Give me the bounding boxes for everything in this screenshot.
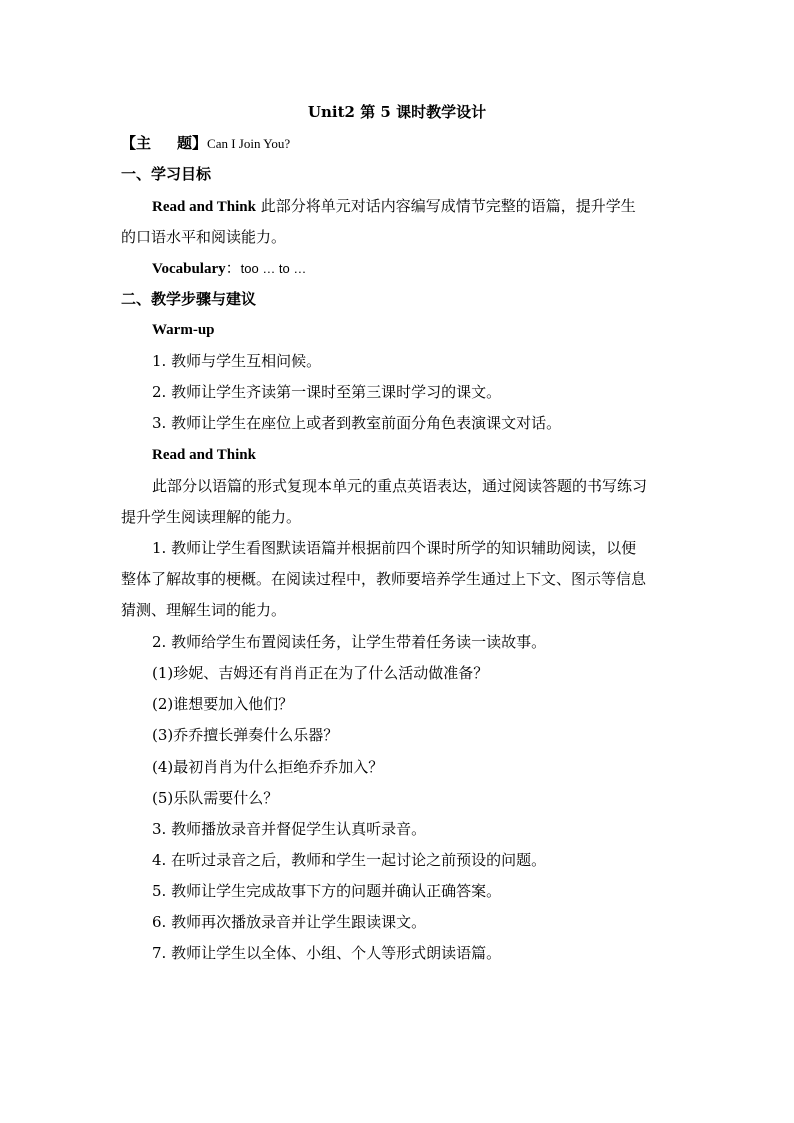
- section1-heading: 一、学习目标: [121, 165, 212, 183]
- section1-paragraph-line1: [152, 196, 636, 217]
- warmup-item: 2. 教师让学生齐读第一课时至第三课时学习的课文。: [152, 383, 502, 401]
- question-item: (4)最初肖肖为什么拒绝乔乔加入？: [152, 758, 384, 776]
- step2: 2. 教师给学生布置阅读任务，让学生带着任务读一读故事。: [152, 633, 547, 651]
- step-item: 5. 教师让学生完成故事下方的问题并确认正确答案。: [152, 882, 502, 900]
- theme-label-close: 题】: [177, 134, 208, 152]
- step-item: 7. 教师让学生以全体、小组、个人等形式朗读语篇。: [152, 944, 502, 962]
- question-item: (1)珍妮、吉姆还有肖肖正在为了什么活动做准备？: [152, 664, 489, 682]
- question-item: (3)乔乔擅长弹奏什么乐器？: [152, 726, 339, 744]
- step-item: 4. 在听过录音之后，教师和学生一起讨论之前预设的问题。: [152, 851, 547, 869]
- step-item: 6. 教师再次播放录音并让学生跟读课文。: [152, 913, 427, 931]
- warmup-heading: Warm-up: [152, 322, 215, 338]
- read-think-intro-line2: 提升学生阅读理解的能力。: [121, 508, 302, 526]
- step1-line2: 整体了解故事的梗概。在阅读过程中，教师要培养学生通过上下文、图示等信息: [121, 570, 647, 588]
- theme-line: [121, 133, 290, 154]
- theme-value: Can I Join You?: [207, 136, 291, 151]
- question-item: (2)谁想要加入他们？: [152, 695, 294, 713]
- read-think-heading: Read and Think: [152, 447, 256, 463]
- read-think-lead: Read and Think: [152, 199, 256, 215]
- step-item: 3. 教师播放录音并督促学生认真听录音。: [152, 820, 427, 838]
- section2-heading: 二、教学步骤与建议: [121, 290, 257, 308]
- section1-para-rest: 此部分将单元对话内容编写成情节完整的语篇，提升学生: [255, 197, 636, 215]
- step1-line1: 1. 教师让学生看图默读语篇并根据前四个课时所学的知识辅助阅读，以便: [152, 539, 637, 557]
- question-item: (5)乐队需要什么？: [152, 789, 279, 807]
- section1-paragraph-line2: 的口语水平和阅读能力。: [121, 228, 287, 246]
- vocabulary-sep: ：: [225, 259, 241, 277]
- vocabulary-line: [152, 258, 306, 279]
- read-think-intro-line1: 此部分以语篇的形式复现本单元的重点英语表达，通过阅读答题的书写练习: [152, 477, 648, 495]
- warmup-item: 1. 教师与学生互相问候。: [152, 352, 322, 370]
- vocabulary-label: Vocabulary: [152, 261, 226, 277]
- warmup-item: 3. 教师让学生在座位上或者到教室前面分角色表演课文对话。: [152, 414, 562, 432]
- page-title: Unit2 第 5 课时教学设计: [307, 103, 487, 121]
- theme-label-open: 【主: [121, 134, 152, 152]
- vocabulary-value: too … to …: [240, 261, 307, 276]
- step1-line3: 猜测、理解生词的能力。: [121, 601, 287, 619]
